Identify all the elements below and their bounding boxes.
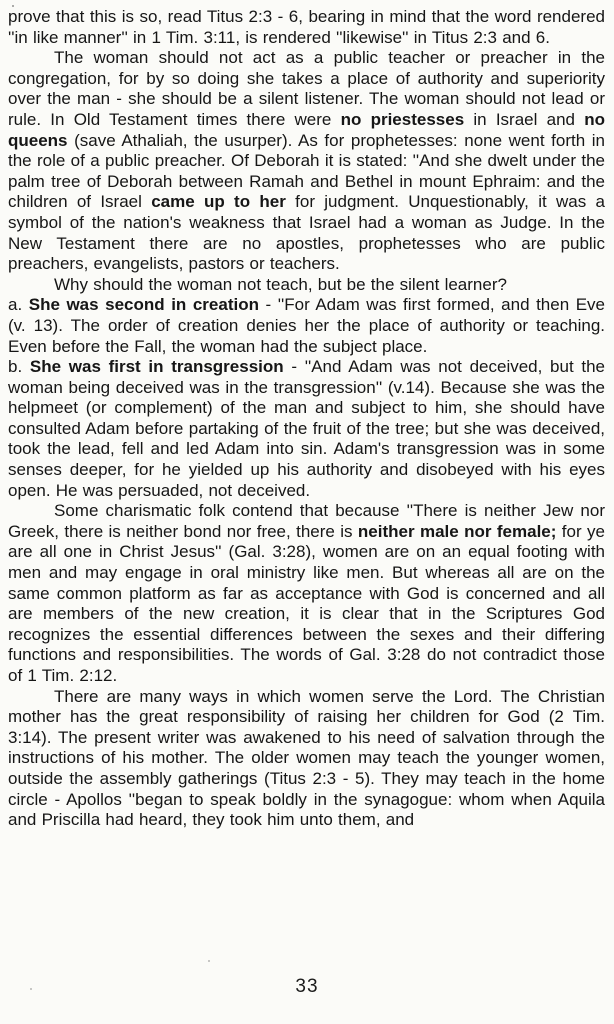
bold-text: no priestesses xyxy=(340,109,465,129)
scan-artifact xyxy=(566,118,568,120)
body-text: for ye are all one in Christ Jesus'' (Gal. 3:28), women are on an equal footing with men and may engage in oral ministry like men. But whereas all are on the same common platform as far as acceptance with God is concerned and all are members of the new creation, it is clear that in the Scriptures God recognizes the essential differences between the sexes and their differing functions and responsibilities. The words of Gal. 3:28 do not contradict those of 1 Tim. 2:12. xyxy=(8,521,605,685)
bold-text: no queens xyxy=(8,109,605,150)
paragraph xyxy=(8,687,605,831)
paragraph xyxy=(8,48,605,275)
paragraph-continuation xyxy=(8,7,605,48)
list-item-b xyxy=(8,357,605,501)
body-text: (save Athaliah, the usurper). As for prophetesses: none went forth in the role of a public preacher. Of Deborah it is stated: ''And she dwelt under the palm tree of Deborah between Ramah and Bethel in mount Ephraim: and the children of Israel xyxy=(8,130,605,212)
paragraph xyxy=(8,275,605,296)
body-text: The woman should not act as a public teacher or preacher in the congregation, for by so doing she takes a place of authority and superiority over the man - she should be a silent listener. The woman should not lead or rule. In Old Testament times there were xyxy=(8,48,605,129)
body-text: b. xyxy=(8,357,30,377)
bold-text: neither male nor female; xyxy=(357,521,557,541)
body-text: Why should the woman not teach, but be the silent learner? xyxy=(54,274,507,294)
body-text: a. xyxy=(8,295,29,315)
list-item-a xyxy=(8,295,605,357)
scan-artifact xyxy=(208,960,210,962)
body-text: - ''And Adam was not deceived, but the woman being deceived was in the transgression'' (v.14). Because she was the helpmeet (or complement) of the man and subject to him, she should have consulted Adam before partaking of the fruit of the tree; but she was deceived, took the lead, fell and led Adam into sin. Adam's transgression was in some senses deeper, for he yielded up his authority and disobeyed with his eyes open. He was persuaded, not deceived. xyxy=(8,357,606,500)
bold-text: She was first in transgression xyxy=(29,357,284,377)
paragraph xyxy=(8,501,605,686)
body-text: Some charismatic folk contend that because ''There is neither Jew nor Greek, there is neither bond nor free, there is xyxy=(8,501,605,541)
body-text: prove that this is so, read Titus 2:3 - 6, bearing in mind that the word rendered ''in like manner'' in 1 Tim. 3:11, is rendered ''likewise'' in Titus 2:3 and 6. xyxy=(8,7,605,47)
bold-text: came up to her xyxy=(151,192,286,212)
body-text: There are many ways in which women serve the Lord. The Christian mother has the great responsibility of raising her children for God (2 Tim. 3:14). The present writer was awakened to his need of salvation through the instructions of his mother. The older women may teach the younger women, outside the assembly gatherings (Titus 2:3 - 5). They may teach in the home circle - Apollos ''began to speak boldly in the synagogue: whom when Aquila and Priscilla had heard, they took him unto them, and xyxy=(8,686,605,830)
bold-text: She was second in creation xyxy=(28,295,259,315)
body-text: for judgment. Unquestionably, it was a symbol of the nation's weakness that Israel had a woman as Judge. In the New Testament there are no apostles, prophetesses who are public preachers, evangelists, pastors or teachers. xyxy=(8,192,605,274)
body-text: in Israel and xyxy=(464,109,585,129)
text-block xyxy=(8,7,605,831)
body-text: - ''For Adam was first formed, and then Eve (v. 13). The order of creation denies her the place of authority or teaching. Even before the Fall, the woman had the subject place. xyxy=(8,295,606,356)
page-number: 33 xyxy=(295,976,319,997)
scan-artifact xyxy=(12,5,14,7)
